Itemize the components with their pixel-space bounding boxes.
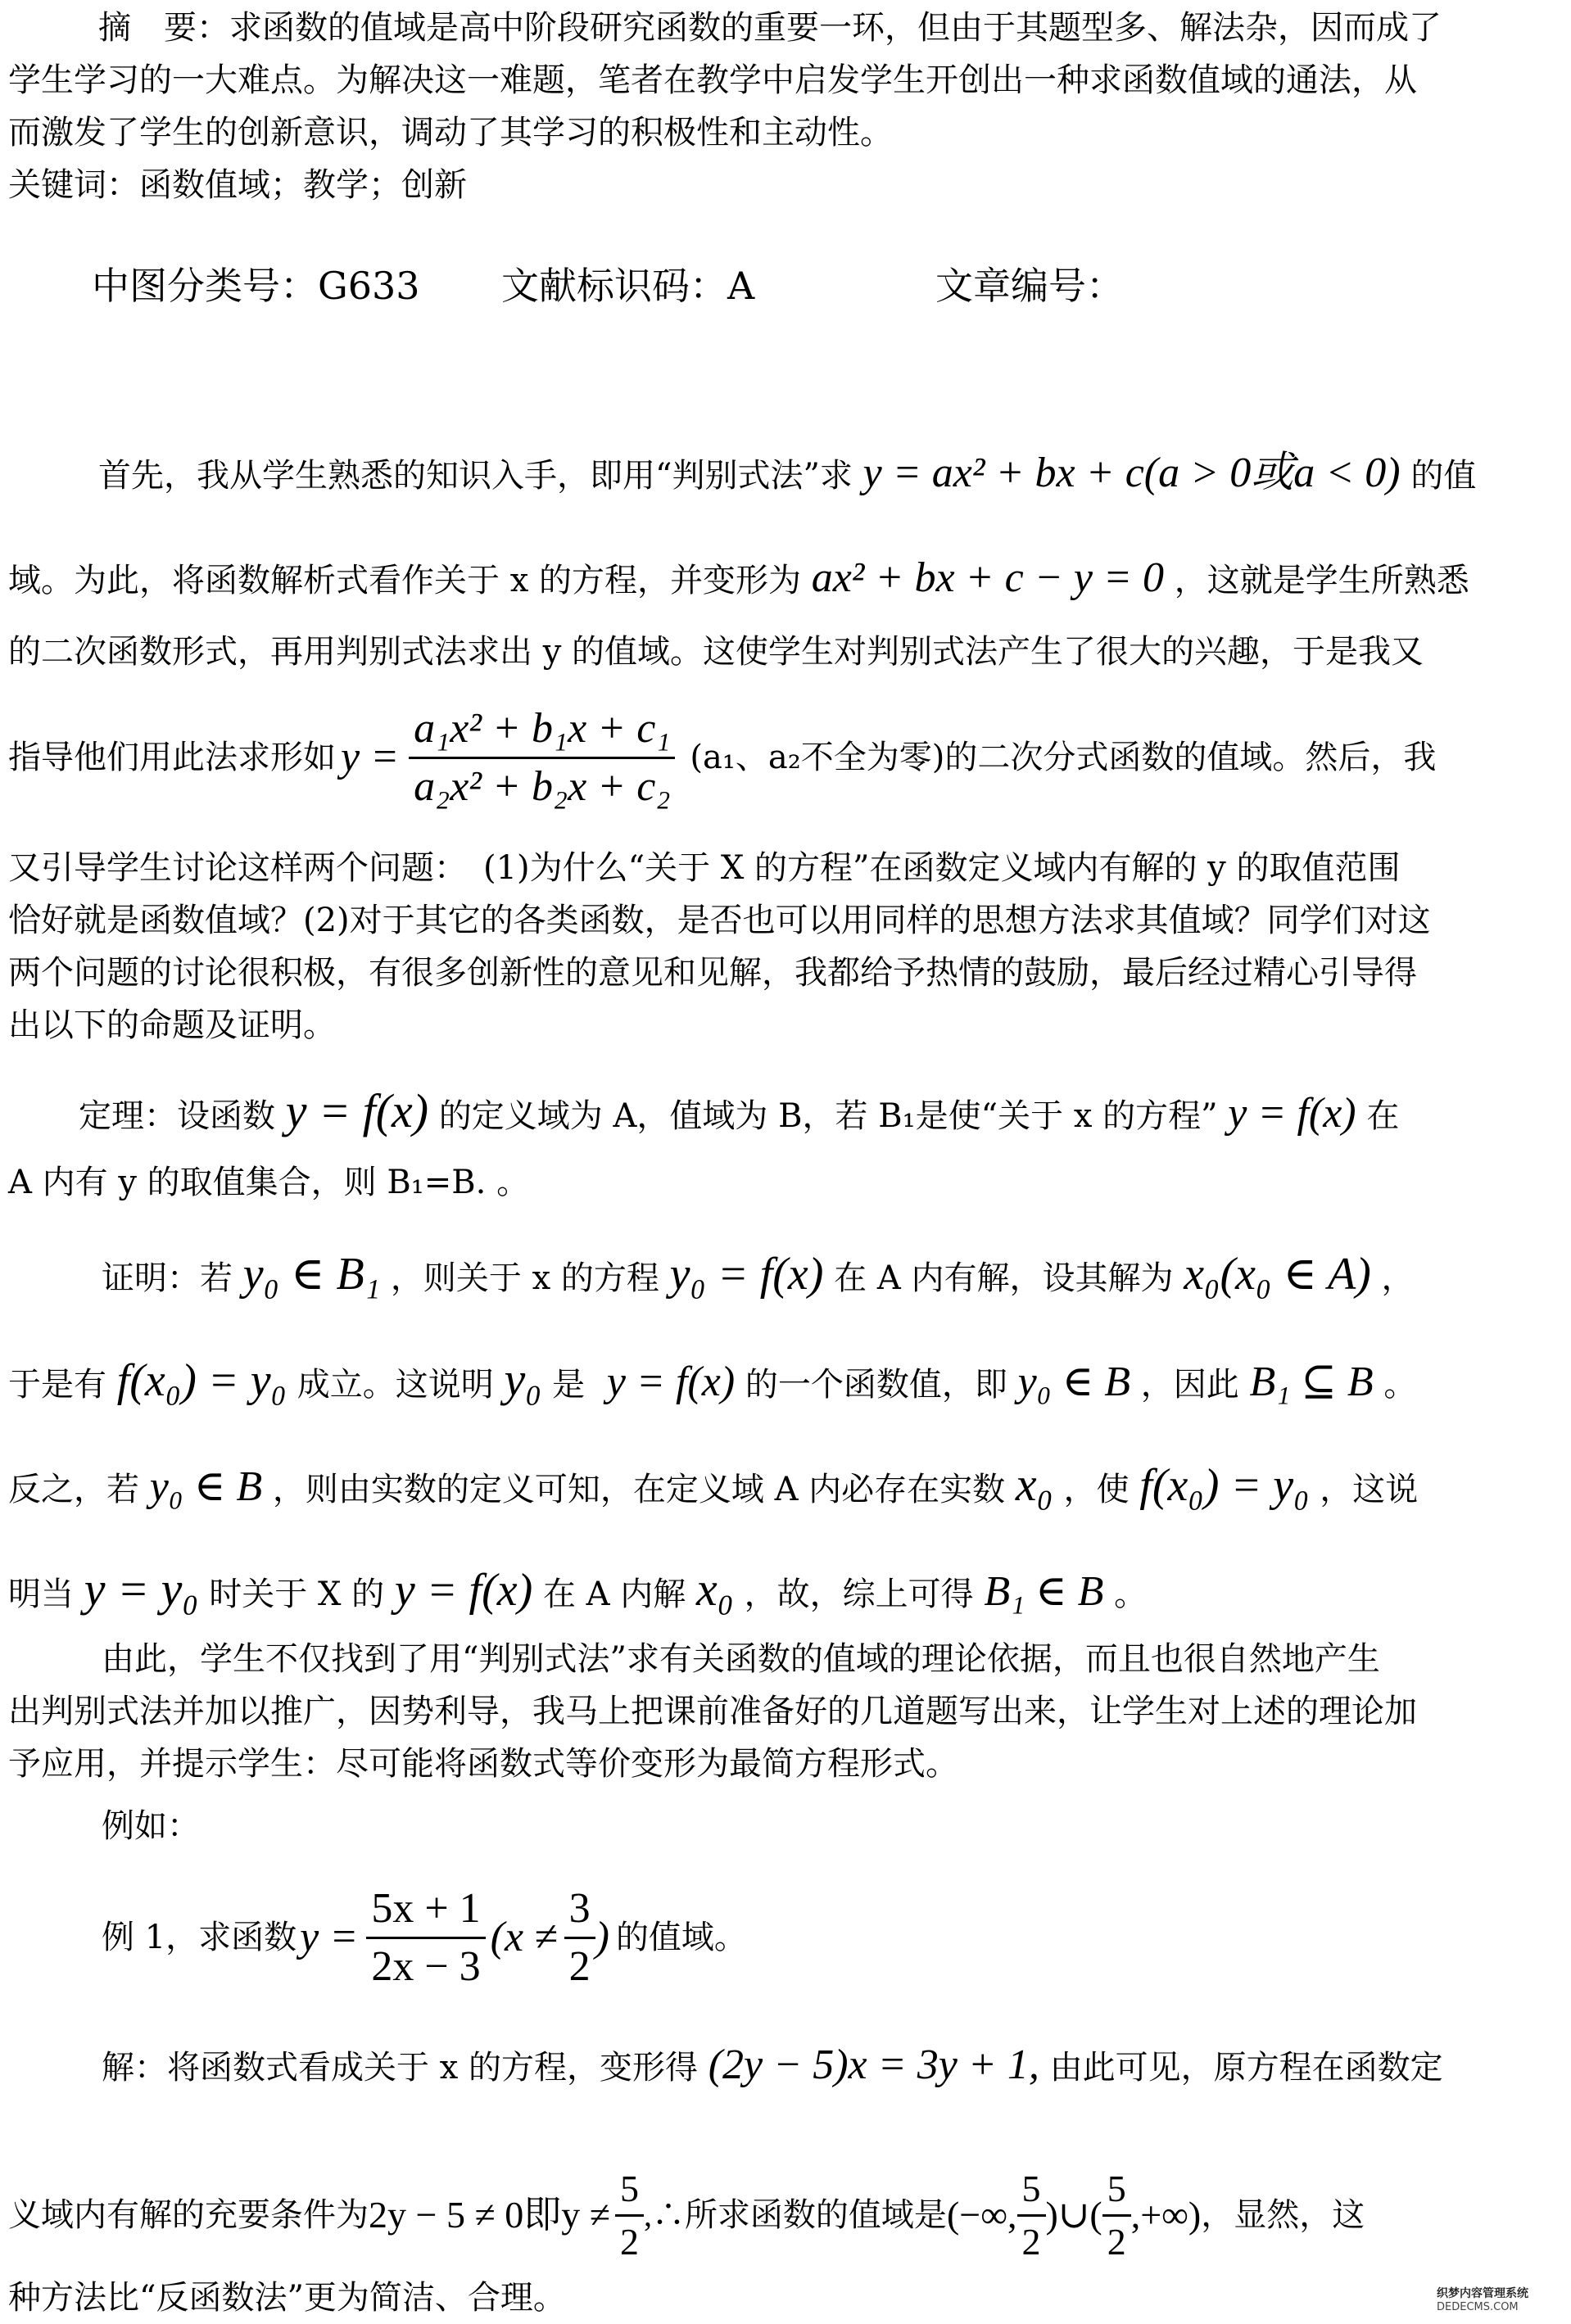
watermark-line-1: 织梦内容管理系统 <box>1437 2287 1528 2300</box>
proof-text: 是 <box>552 1366 586 1404</box>
solution-fraction <box>615 2167 644 2263</box>
proof-math: y = f(x) <box>606 1359 736 1405</box>
proof-line-2 <box>8 1353 1417 1406</box>
proof-math: y₀ <box>504 1353 542 1406</box>
proof-math: B₁ ⊆ B <box>1249 1359 1374 1405</box>
example-text: 的值域。 <box>615 1919 747 1956</box>
example-label: 例如： <box>102 1807 200 1845</box>
keywords: 关键词：函数值域；教学；创新 <box>8 166 467 204</box>
proof-math: f(x₀) = y₀ <box>1139 1460 1310 1511</box>
fraction-denominator: 2 <box>1021 2220 1041 2263</box>
domain-condition: (x ≠ <box>490 1914 558 1960</box>
para1-line-7: 两个问题的讨论很积极，有很多创新性的意见和见解，我都给予热情的鼓励，最后经过精心引导得 <box>8 954 1417 992</box>
theorem-math: y = f(x) <box>285 1084 429 1137</box>
fraction-numerator: 5 <box>1017 2170 1046 2217</box>
abstract-line-3: 而激发了学生的创新意识，调动了其学习的积极性和主动性。 <box>8 114 893 151</box>
proof-text: ，则关于 x 的方程 <box>390 1259 659 1297</box>
proof-math: y₀ ∈ B <box>1017 1359 1131 1405</box>
theorem-line-2: A 内有 y 的取值集合，则 B₁=B. 。 <box>8 1164 530 1201</box>
proof-text: 在 A 内有解，设其解为 <box>834 1259 1174 1297</box>
proof-text: ，这说 <box>1320 1471 1419 1508</box>
solution-fraction <box>1102 2167 1131 2263</box>
clc-number: 中图分类号：G633 <box>92 264 420 308</box>
watermark-line-2: DEDECMS.COM <box>1437 2301 1519 2313</box>
proof-math: f(x₀) = y₀ <box>116 1355 287 1406</box>
theorem-math: y = f(x) <box>1228 1090 1356 1137</box>
solution-math: 2y − 5 ≠ 0即y ≠ <box>369 2194 610 2236</box>
proof-line-3 <box>8 1458 1419 1511</box>
proof-text: 的一个函数值，即 <box>745 1366 1007 1404</box>
para1-line-3: 的二次函数形式，再用判别式法求出 y 的值域。这使学生对判别式法产生了很大的兴趣，于是我又 <box>8 633 1424 671</box>
theorem-text: 在 <box>1366 1097 1400 1135</box>
solution-line-1 <box>102 2041 1443 2088</box>
proof-math: x₀ <box>1015 1458 1053 1511</box>
fraction-numerator: 5x + 1 <box>366 1888 485 1939</box>
quadratic-equation: ax² + bx + c − y = 0 <box>811 554 1164 601</box>
condition-fraction <box>564 1884 595 1990</box>
theorem-line-1 <box>79 1084 1400 1137</box>
solution-math: (−∞, <box>946 2194 1017 2236</box>
para2-line-3: 予应用，并提示学生：尽可能将函数式等价变形为最简方程形式。 <box>8 1745 958 1783</box>
proof-text: ， <box>1381 1259 1415 1297</box>
example-text: 例 1，求函数 <box>102 1919 297 1956</box>
fraction-numerator: 5 <box>615 2170 644 2217</box>
para1-line-4 <box>8 696 1436 819</box>
document-code: 文献标识码：A <box>501 264 755 308</box>
domain-condition-close: ) <box>595 1914 609 1960</box>
para1-text: 首先，我从学生熟悉的知识入手，即用“判别式法”求 <box>98 457 853 495</box>
fraction-denominator: a₂x² + b₂x + c₂ <box>414 762 671 810</box>
proof-math: y₀ ∈ B₁ <box>242 1249 381 1300</box>
fraction-denominator: 2 <box>619 2220 639 2263</box>
quadratic-formula: y = ax² + bx + c(a > 0或a < 0) <box>862 450 1401 496</box>
fraction-denominator: 2 <box>1107 2220 1126 2263</box>
solution-math: (2y − 5)x = 3y + 1, <box>708 2041 1039 2088</box>
proof-math: y₀ ∈ B <box>149 1463 263 1510</box>
proof-text: ，则由实数的定义可知，在定义域 A 内必存在实数 <box>272 1471 1006 1508</box>
proof-math: B₁ ∈ B <box>984 1568 1104 1615</box>
proof-math: y = y₀ <box>84 1562 199 1616</box>
para1-line-2 <box>8 554 1469 601</box>
abstract-line-1: 摘 要：求函数的值域是高中阶段研究函数的重要一环，但由于其题型多、解法杂，因而成了 <box>98 9 1442 47</box>
proof-math: y = f(x) <box>394 1565 533 1616</box>
rational-fraction <box>409 704 675 810</box>
article-number: 文章编号： <box>935 264 1124 308</box>
proof-text: 证明：若 <box>102 1259 233 1297</box>
fraction-denominator: 2 <box>568 1942 591 1990</box>
para1-text: 的值 <box>1410 457 1477 495</box>
solution-math: ,∴所求函数的值域是 <box>643 2196 947 2233</box>
watermark-logo <box>1437 2285 1560 2317</box>
fraction-numerator: a₁x² + b₁x + c₁ <box>409 708 675 759</box>
solution-line-2 <box>8 2162 1365 2268</box>
para1-text: ，这就是学生所熟悉 <box>1174 562 1469 599</box>
proof-text: 在 A 内解 <box>542 1576 686 1613</box>
proof-text: ，故，综上可得 <box>744 1576 974 1613</box>
solution-text: ，显然，这 <box>1201 2196 1365 2234</box>
proof-text: 于是有 <box>8 1366 106 1404</box>
proof-line-4 <box>8 1562 1148 1616</box>
para1-line-8: 出以下的命题及证明。 <box>8 1006 336 1044</box>
proof-text: 反之，若 <box>8 1471 139 1508</box>
proof-text: ，使 <box>1063 1471 1130 1508</box>
solution-text: 义域内有解的充要条件为 <box>8 2196 369 2234</box>
proof-text: 。 <box>1114 1576 1148 1613</box>
para1-text: (a₁、a₂不全为零)的二次分式函数的值域。然后，我 <box>690 739 1437 776</box>
abstract-line-2: 学生学习的一大难点。为解决这一难题，笔者在教学中启发学生开创出一种求函数值域的通法，从 <box>8 61 1417 99</box>
para1-line-1 <box>98 452 1476 495</box>
para2-line-1: 由此，学生不仅找到了用“判别式法”求有关函数的值域的理论依据，而且也很自然地产生 <box>102 1640 1380 1678</box>
solution-text: 解：将函数式看成关于 x 的方程，变形得 <box>102 2049 698 2087</box>
proof-line-1 <box>102 1249 1415 1300</box>
proof-text: 。 <box>1383 1366 1417 1404</box>
proof-math: y₀ = f(x) <box>669 1249 824 1300</box>
proof-text: 明当 <box>8 1576 74 1613</box>
para1-line-6: 恰好就是函数值域？(2)对于其它的各类函数，是否也可以用同样的思想方法求其值域？同学们对这 <box>8 902 1431 939</box>
proof-text: 成立。这说明 <box>297 1366 494 1404</box>
proof-math: x₀ <box>695 1562 734 1616</box>
fraction-y: y = <box>341 734 400 780</box>
example-1 <box>102 1872 747 2003</box>
proof-text: 时关于 X 的 <box>209 1576 385 1613</box>
solution-line-3: 种方法比“反函数法”更为简洁、合理。 <box>8 2279 566 2317</box>
proof-text: ，因此 <box>1140 1366 1239 1404</box>
theorem-text: 定理：设函数 <box>79 1097 275 1135</box>
proof-math: x₀(x₀ ∈ A) <box>1184 1249 1371 1300</box>
para1-text: 指导他们用此法求形如 <box>8 739 336 776</box>
solution-math: ,+∞) <box>1130 2194 1202 2236</box>
theorem-text: 的定义域为 A，值域为 B，若 B₁是使“关于 x 的方程” <box>438 1097 1218 1135</box>
para1-line-5: 又引导学生讨论这样两个问题： (1)为什么“关于 X 的方程”在函数定义域内有解的 y 的取值范围 <box>8 849 1401 887</box>
para2-line-2: 出判别式法并加以推广，因势利导，我马上把课前准备好的几道题写出来，让学生对上述的理论加 <box>8 1693 1417 1730</box>
fraction-numerator: 3 <box>564 1888 595 1939</box>
solution-math: )∪( <box>1045 2194 1102 2236</box>
fraction-numerator: 5 <box>1102 2170 1131 2217</box>
example-y: y = <box>300 1914 359 1960</box>
solution-text: 由此可见，原方程在函数定 <box>1049 2049 1443 2087</box>
fraction-denominator: 2x − 3 <box>371 1942 481 1990</box>
para1-text: 域。为此，将函数解析式看作关于 x 的方程，并变形为 <box>8 562 801 599</box>
example-fraction <box>366 1884 485 1990</box>
solution-fraction <box>1017 2167 1046 2263</box>
